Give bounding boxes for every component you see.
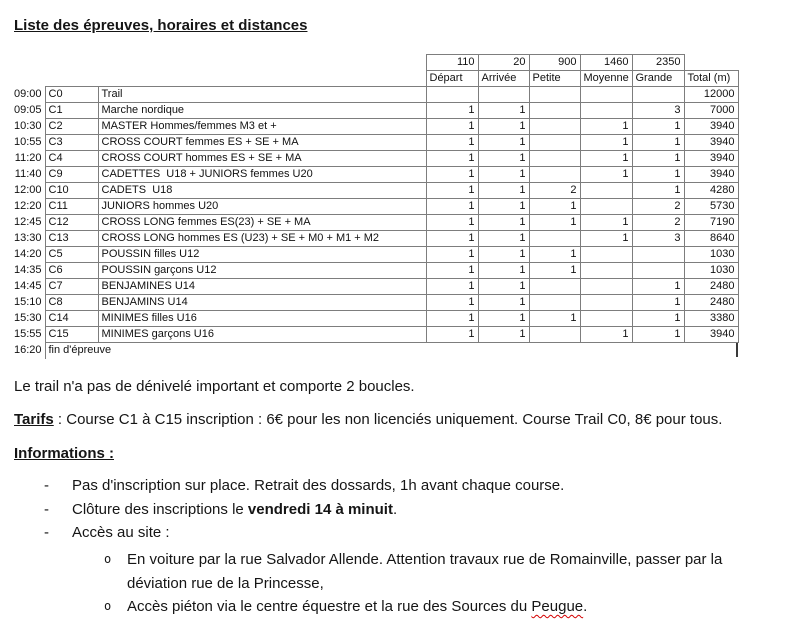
code-cell: C2	[45, 119, 98, 135]
time-cell: 16:20	[13, 344, 42, 356]
event-name-cell: MASTER Hommes/femmes M3 et +	[98, 119, 426, 135]
loop-count-cell: 1	[632, 183, 684, 199]
loop-count-cell	[529, 279, 580, 295]
loop-count-cell: 1	[478, 295, 529, 311]
loop-count-cell: 1	[529, 215, 580, 231]
column-header-cell: Grande	[632, 71, 684, 87]
loop-count-cell: 1	[478, 103, 529, 119]
table-row	[10, 135, 738, 151]
loop-count-cell: 1	[632, 327, 684, 343]
trail-note: Le trail n'a pas de dénivelé important et comporte 2 boucles.	[14, 378, 415, 395]
loop-count-cell: 1	[580, 231, 632, 247]
loop-count-cell: 1	[426, 119, 478, 135]
loop-count-cell: 1	[632, 167, 684, 183]
time-cell: 14:45	[13, 280, 42, 292]
deadline-bold-text: vendredi 14 à minuit	[247, 500, 393, 518]
total-cell: 3940	[684, 135, 738, 151]
loop-count-cell	[580, 183, 632, 199]
spacer-cell	[10, 55, 45, 71]
table-row	[10, 263, 738, 279]
loop-count-cell	[529, 119, 580, 135]
loop-count-cell: 1	[478, 311, 529, 327]
spacer-cell	[45, 55, 98, 71]
time-cell: 10:30	[13, 120, 42, 132]
circle-bullet: o	[104, 599, 112, 613]
time-cell: 10:55	[13, 136, 42, 148]
circle-bullet: o	[104, 552, 112, 566]
column-header-cell: Arrivée	[478, 71, 529, 87]
column-header-cell: Total (m)	[684, 71, 738, 87]
loop-count-cell	[632, 247, 684, 263]
total-cell: 3940	[684, 151, 738, 167]
event-name-cell: CROSS LONG femmes ES(23) + SE + MA	[98, 215, 426, 231]
loop-count-cell: 1	[478, 135, 529, 151]
spacer-cell	[10, 71, 45, 87]
distance-cell: 20	[478, 55, 529, 71]
loop-count-cell	[529, 231, 580, 247]
table-row	[10, 231, 738, 247]
total-cell: 4280	[684, 183, 738, 199]
distance-cell: 2350	[632, 55, 684, 71]
spellcheck-underlined-word: Peugue	[531, 598, 584, 615]
distance-cell: 1460	[580, 55, 632, 71]
loop-count-cell	[580, 199, 632, 215]
distance-cell: 900	[529, 55, 580, 71]
loop-count-cell: 1	[529, 247, 580, 263]
list-item	[104, 548, 764, 595]
loop-count-cell	[529, 87, 580, 103]
column-header-cell: Départ	[426, 71, 478, 87]
code-cell: C3	[45, 135, 98, 151]
event-rows	[10, 87, 738, 343]
loop-count-cell: 1	[426, 327, 478, 343]
table-row	[10, 215, 738, 231]
loop-count-cell	[580, 279, 632, 295]
loop-count-cell: 1	[426, 279, 478, 295]
loop-count-cell: 2	[632, 199, 684, 215]
spacer-cell	[684, 55, 738, 71]
table-row	[10, 199, 738, 215]
loop-count-cell: 3	[632, 103, 684, 119]
distance-header-row	[10, 55, 738, 71]
loop-count-cell: 1	[580, 135, 632, 151]
loop-count-cell: 1	[478, 247, 529, 263]
total-cell: 8640	[684, 231, 738, 247]
code-cell: C0	[45, 87, 98, 103]
schedule-table	[10, 54, 739, 359]
time-cell: 12:00	[13, 184, 42, 196]
event-name-cell: CROSS COURT femmes ES + SE + MA	[98, 135, 426, 151]
total-cell: 3940	[684, 327, 738, 343]
total-cell: 3380	[684, 311, 738, 327]
table-row	[10, 119, 738, 135]
loop-count-cell: 1	[529, 311, 580, 327]
loop-count-cell: 1	[426, 167, 478, 183]
table-row	[10, 311, 738, 327]
time-cell: 09:05	[13, 104, 42, 116]
table-row	[10, 167, 738, 183]
table-row	[10, 247, 738, 263]
loop-count-cell: 1	[632, 295, 684, 311]
loop-count-cell: 1	[478, 199, 529, 215]
time-cell: 11:20	[14, 152, 42, 164]
loop-count-cell	[580, 311, 632, 327]
event-name-cell: CADETS U18	[98, 183, 426, 199]
time-cell: 14:35	[13, 264, 42, 276]
loop-count-cell: 1	[426, 183, 478, 199]
code-cell: C4	[45, 151, 98, 167]
loop-count-cell	[529, 151, 580, 167]
loop-count-cell	[426, 87, 478, 103]
text-cursor	[736, 343, 738, 357]
total-cell: 2480	[684, 295, 738, 311]
code-cell: C6	[45, 263, 98, 279]
loop-count-cell	[580, 247, 632, 263]
loop-count-cell: 1	[478, 263, 529, 279]
event-name-cell: POUSSIN filles U12	[98, 247, 426, 263]
loop-count-cell: 1	[426, 135, 478, 151]
time-cell: 11:40	[14, 168, 42, 180]
loop-count-cell: 1	[580, 151, 632, 167]
table-row	[10, 327, 738, 343]
event-name-cell: BENJAMINES U14	[98, 279, 426, 295]
total-cell: 7190	[684, 215, 738, 231]
total-cell: 7000	[684, 103, 738, 119]
loop-count-cell	[580, 263, 632, 279]
list-item	[44, 474, 774, 498]
column-header-cell: Moyenne	[580, 71, 632, 87]
event-name-cell: CROSS LONG hommes ES (U23) + SE + M0 + M1 + M2	[98, 231, 426, 247]
total-cell: 3940	[684, 167, 738, 183]
tarifs-text: : Course C1 à C15 inscription : 6€ pour les non licenciés uniquement. Course Trail C0, 8€ pour tous.	[53, 411, 723, 428]
time-cell: 09:00	[13, 88, 42, 100]
loop-count-cell: 1	[632, 311, 684, 327]
loop-count-cell: 1	[632, 151, 684, 167]
events-table	[10, 54, 739, 359]
loop-count-cell: 1	[478, 231, 529, 247]
dash-bullet: -	[44, 524, 49, 541]
loop-count-cell: 1	[478, 183, 529, 199]
dash-bullet: -	[44, 500, 49, 518]
loop-count-cell: 1	[426, 199, 478, 215]
list-item-text: Pas d'inscription sur place. Retrait des dossards, 1h avant chaque course.	[72, 477, 565, 494]
table-row	[10, 295, 738, 311]
total-cell: 1030	[684, 263, 738, 279]
loop-count-cell	[632, 87, 684, 103]
time-cell: 15:10	[13, 296, 42, 308]
loop-count-cell	[529, 295, 580, 311]
loop-count-cell: 1	[632, 119, 684, 135]
spacer-cell	[98, 71, 426, 87]
event-name-cell: MINIMES garçons U16	[98, 327, 426, 343]
event-name-cell: CROSS COURT hommes ES + SE + MA	[98, 151, 426, 167]
loop-count-cell: 1	[529, 263, 580, 279]
access-sub-list	[104, 548, 764, 619]
list-item-text: Clôture des inscriptions le vendredi 14 à minuit.	[72, 500, 398, 518]
total-cell: 1030	[684, 247, 738, 263]
event-name-cell: POUSSIN garçons U12	[98, 263, 426, 279]
loop-count-cell	[632, 263, 684, 279]
dash-bullet: -	[44, 477, 49, 494]
informations-heading: Informations :	[14, 445, 114, 462]
loop-count-cell: 1	[580, 215, 632, 231]
time-cell: 12:45	[13, 216, 42, 228]
loop-count-cell: 1	[478, 327, 529, 343]
table-row	[10, 103, 738, 119]
end-of-events-label: fin d'épreuve	[45, 343, 738, 359]
loop-count-cell	[580, 295, 632, 311]
event-name-cell: CADETTES U18 + JUNIORS femmes U20	[98, 167, 426, 183]
time-cell: 14:20	[13, 248, 42, 260]
loop-count-cell: 1	[580, 119, 632, 135]
loop-count-cell: 1	[478, 151, 529, 167]
event-name-cell: MINIMES filles U16	[98, 311, 426, 327]
code-cell: C14	[45, 311, 98, 327]
info-bullet-list	[44, 474, 774, 545]
code-cell: C12	[45, 215, 98, 231]
table-row	[10, 151, 738, 167]
tarifs-paragraph	[14, 410, 722, 429]
table-row	[10, 87, 738, 103]
loop-count-cell	[580, 103, 632, 119]
code-cell: C11	[45, 199, 98, 215]
code-cell: C1	[45, 103, 98, 119]
code-cell: C7	[45, 279, 98, 295]
tarifs-label: Tarifs	[14, 411, 54, 428]
table-row	[10, 279, 738, 295]
loop-count-cell: 2	[632, 215, 684, 231]
list-item-text: Accès piéton via le centre équestre et la rue des Sources du Peugue.	[127, 598, 588, 615]
event-name-cell: Marche nordique	[98, 103, 426, 119]
time-cell: 15:55	[13, 328, 42, 340]
time-cell: 13:30	[13, 232, 42, 244]
column-header-cell: Petite	[529, 71, 580, 87]
table-footer-row	[10, 343, 738, 359]
loop-count-cell: 1	[632, 135, 684, 151]
loop-count-cell	[529, 327, 580, 343]
code-cell: C5	[45, 247, 98, 263]
time-cell: 12:20	[13, 200, 42, 212]
loop-count-cell: 1	[426, 295, 478, 311]
loop-count-cell: 3	[632, 231, 684, 247]
loop-count-cell: 1	[426, 231, 478, 247]
total-cell: 3940	[684, 119, 738, 135]
loop-count-cell: 1	[529, 199, 580, 215]
loop-count-cell: 1	[426, 151, 478, 167]
loop-count-cell	[478, 87, 529, 103]
loop-count-cell: 1	[426, 247, 478, 263]
loop-count-cell: 1	[426, 311, 478, 327]
time-cell: 15:30	[13, 312, 42, 324]
loop-count-cell	[580, 87, 632, 103]
list-item	[44, 521, 774, 545]
loop-count-cell: 2	[529, 183, 580, 199]
list-item-text: En voiture par la rue Salvador Allende. Attention travaux rue de Romainville, passer par la déviation rue de la Princesse,	[127, 551, 723, 592]
code-cell: C10	[45, 183, 98, 199]
total-cell: 2480	[684, 279, 738, 295]
list-item	[104, 595, 764, 619]
total-cell: 12000	[684, 87, 738, 103]
loop-count-cell: 1	[478, 279, 529, 295]
code-cell: C15	[45, 327, 98, 343]
code-cell: C9	[45, 167, 98, 183]
loop-count-cell: 1	[478, 119, 529, 135]
loop-count-cell: 1	[426, 103, 478, 119]
loop-count-cell	[529, 167, 580, 183]
code-cell: C8	[45, 295, 98, 311]
spacer-cell	[98, 55, 426, 71]
distance-cell: 110	[426, 55, 478, 71]
event-name-cell: BENJAMINS U14	[98, 295, 426, 311]
loop-count-cell: 1	[478, 215, 529, 231]
page-title: Liste des épreuves, horaires et distances	[14, 17, 308, 34]
list-item	[44, 498, 774, 522]
total-cell: 5730	[684, 199, 738, 215]
event-name-cell: Trail	[98, 87, 426, 103]
event-name-cell: JUNIORS hommes U20	[98, 199, 426, 215]
loop-count-cell: 1	[426, 263, 478, 279]
spacer-cell	[45, 71, 98, 87]
loop-count-cell: 1	[580, 327, 632, 343]
loop-count-cell	[529, 135, 580, 151]
loop-count-cell: 1	[478, 167, 529, 183]
table-row	[10, 183, 738, 199]
loop-count-cell: 1	[580, 167, 632, 183]
loop-count-cell: 1	[632, 279, 684, 295]
code-cell: C13	[45, 231, 98, 247]
loop-count-cell	[529, 103, 580, 119]
list-item-text: Accès au site :	[72, 524, 170, 541]
column-header-row	[10, 71, 738, 87]
loop-count-cell: 1	[426, 215, 478, 231]
